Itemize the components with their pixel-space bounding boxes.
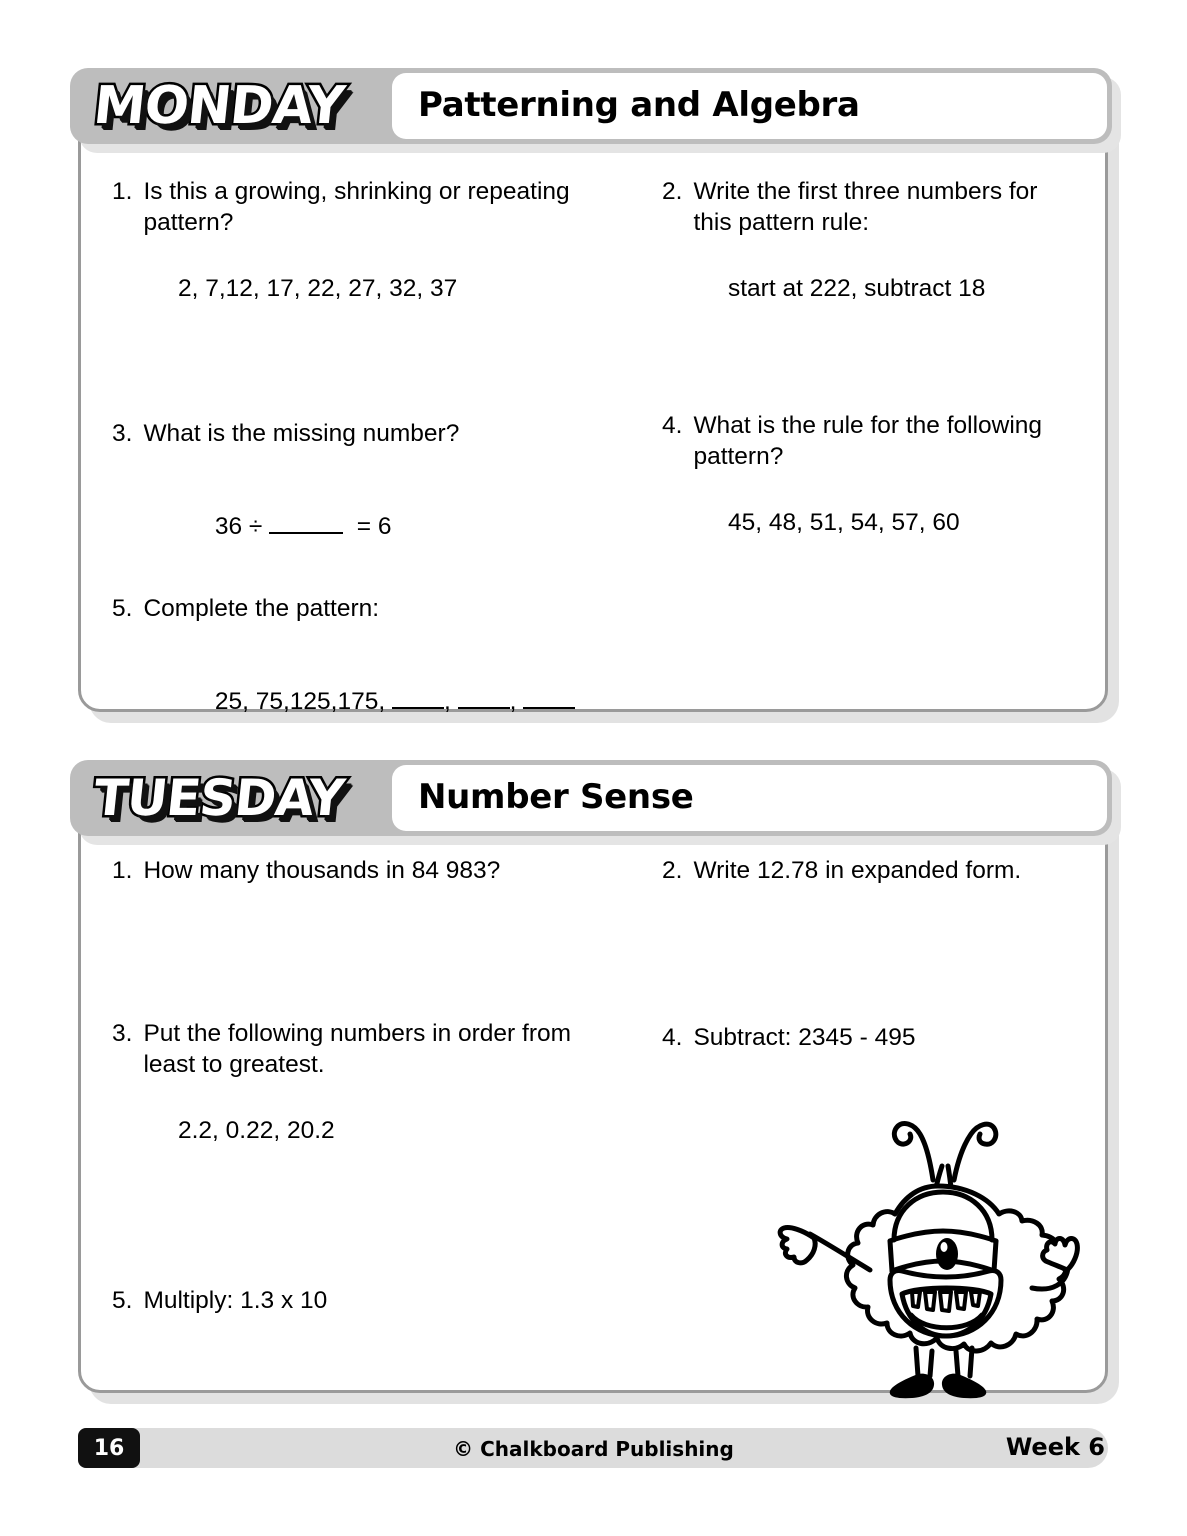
expression-prefix: 36 ÷	[214, 512, 270, 540]
question-text: Put the following numbers in order from least to greatest.	[143, 1020, 572, 1079]
question-expression: 2, 7,12, 17, 22, 27, 32, 37	[178, 274, 458, 302]
question-monday-1	[112, 176, 612, 304]
expression-suffix: = 6	[343, 512, 392, 540]
question-number: 5.	[112, 595, 133, 622]
copyright-text: © Chalkboard Publishing	[453, 1437, 734, 1461]
answer-blank[interactable]	[269, 532, 343, 534]
day-label-tuesday: TUESDAY	[90, 769, 347, 827]
question-expression: start at 222, subtract 18	[728, 274, 986, 302]
question-monday-5	[112, 593, 672, 748]
question-text: Multiply: 1.3 x 10	[143, 1287, 328, 1314]
question-tuesday-1	[112, 855, 632, 886]
subject-plate-monday	[392, 73, 1107, 139]
question-number: 1.	[112, 857, 133, 884]
question-monday-2	[662, 176, 1062, 304]
question-number: 2.	[662, 857, 683, 884]
subject-plate-tuesday	[392, 765, 1107, 831]
question-text: Write the first three numbers for this pattern rule:	[693, 178, 1038, 237]
subject-title-tuesday: Number Sense	[418, 777, 694, 818]
answer-blank[interactable]	[392, 707, 444, 709]
question-expression	[112, 654, 672, 748]
question-expression	[112, 479, 612, 573]
expression-prefix: 25, 75,125,175,	[214, 687, 392, 715]
question-number: 3.	[112, 420, 133, 447]
question-monday-4	[662, 410, 1062, 538]
answer-blank[interactable]	[523, 707, 575, 709]
question-number: 5.	[112, 1287, 133, 1314]
day-header-monday	[70, 68, 1112, 144]
subject-title-monday: Patterning and Algebra	[418, 85, 860, 126]
question-text: Is this a growing, shrinking or repeating pattern?	[143, 178, 570, 237]
question-tuesday-4	[662, 1022, 1082, 1053]
question-text: Write 12.78 in expanded form.	[693, 857, 1022, 884]
page-number-badge: 16	[78, 1428, 140, 1468]
question-text: Subtract: 2345 - 495	[693, 1024, 916, 1051]
question-expression: 45, 48, 51, 54, 57, 60	[728, 508, 960, 536]
question-expression: 2.2, 0.22, 20.2	[178, 1116, 335, 1144]
expression-separator-2: ,	[509, 687, 524, 715]
question-number: 2.	[662, 178, 683, 205]
question-number: 4.	[662, 1024, 683, 1051]
day-header-tuesday	[70, 760, 1112, 836]
day-label-monday: MONDAY	[90, 76, 347, 136]
question-tuesday-3	[112, 1018, 622, 1146]
week-label: Week 6	[1005, 1433, 1105, 1461]
question-text: How many thousands in 84 983?	[143, 857, 501, 884]
question-tuesday-2	[662, 855, 1082, 886]
question-text: What is the missing number?	[143, 420, 460, 447]
question-tuesday-5	[112, 1285, 532, 1316]
question-number: 3.	[112, 1020, 133, 1047]
question-number: 1.	[112, 178, 133, 205]
fuzzy-one-eyed-monster-icon	[770, 1108, 1100, 1403]
question-text: What is the rule for the following pattern?	[693, 412, 1043, 471]
question-number: 4.	[662, 412, 683, 439]
question-text: Complete the pattern:	[143, 595, 380, 622]
question-monday-3	[112, 418, 612, 573]
expression-separator-1: ,	[443, 687, 458, 715]
answer-blank[interactable]	[458, 707, 510, 709]
